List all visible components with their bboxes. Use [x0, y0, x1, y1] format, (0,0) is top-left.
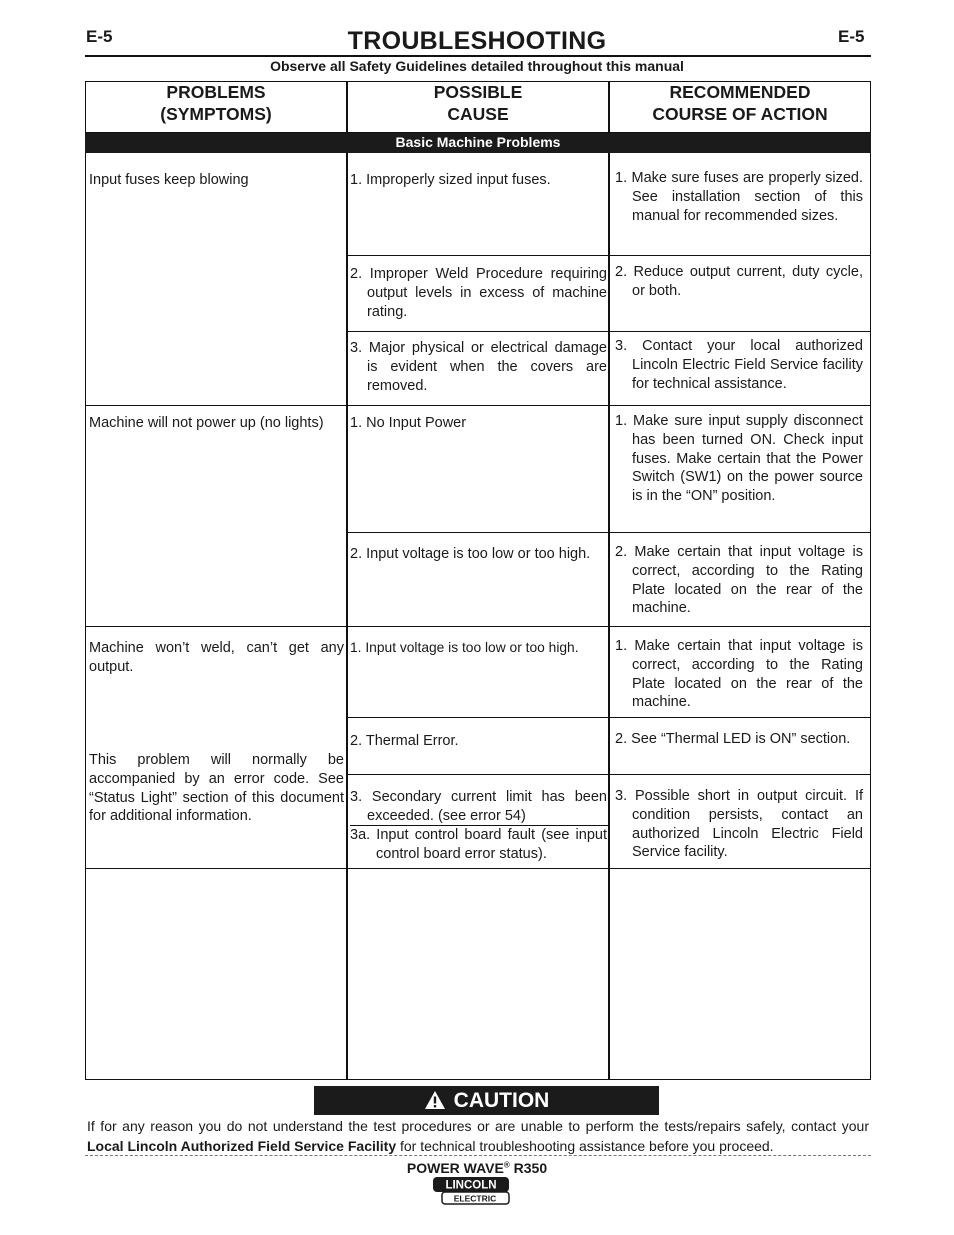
svg-text:ELECTRIC: ELECTRIC	[453, 1193, 497, 1204]
action-text: 1. Make sure fuses are properly sized. See installation section of this manual for recommended sizes.	[615, 170, 863, 224]
action-text: 1. Make certain that input voltage is correct, according to the Rating Plate located on the rear of the machine.	[615, 638, 863, 711]
caution-label: CAUTION	[453, 1089, 550, 1112]
header-cause: POSSIBLE CAUSE	[347, 81, 609, 133]
header-problems: PROBLEMS (SYMPTOMS)	[85, 81, 347, 133]
lincoln-electric-logo	[432, 1176, 514, 1206]
row-divider	[346, 331, 871, 332]
action-text: 3. Contact your local authorized Lincoln Electric Field Service facility for technical assistance.	[615, 338, 863, 392]
row-divider	[346, 774, 871, 775]
caution-banner	[314, 1086, 659, 1115]
cause-text: 2. Improper Weld Procedure requiring output levels in excess of machine rating.	[350, 266, 607, 320]
problem-text: Machine will not power up (no lights)	[89, 415, 324, 431]
row-divider	[346, 532, 871, 533]
page-code-right: E-5	[838, 27, 865, 46]
title-rule	[85, 55, 871, 57]
row-divider	[85, 868, 871, 869]
row-divider	[85, 626, 871, 627]
warning-triangle-icon	[424, 1090, 446, 1110]
cause-text: 1. Input voltage is too low or too high.	[350, 640, 579, 655]
section-bar: Basic Machine Problems	[85, 133, 871, 153]
cause-text: 2. Input voltage is too low or too high.	[350, 546, 591, 562]
row-divider	[346, 717, 871, 718]
row-divider	[85, 405, 871, 406]
problem-text: Machine won’t weld, can’t get any output.	[89, 640, 344, 675]
action-text: 2. Make certain that input voltage is correct, according to the Rating Plate located on the rear of the machine.	[615, 544, 863, 617]
problem-text: Input fuses keep blowing	[89, 172, 249, 188]
action-text: 3. Possible short in output circuit. If condition persists, contact an authorized Lincoln Electric Field Service facility.	[615, 788, 863, 861]
cause-text: 3. Major physical or electrical damage is evident when the covers are removed.	[350, 340, 607, 394]
header-action: RECOMMENDED COURSE OF ACTION	[609, 81, 871, 133]
cause-text: 1. No Input Power	[350, 415, 467, 431]
problem-note: This problem will normally be accompanied by an error code. See “Status Light” section of this document for additional information.	[89, 752, 344, 825]
cause-text: 3. Secondary current limit has been exceeded. (see error 54)	[350, 789, 607, 824]
cause-text: 3a. Input control board fault (see input control board error status).	[350, 827, 607, 862]
svg-text:LINCOLN: LINCOLN	[445, 1179, 497, 1192]
action-text: 1. Make sure input supply disconnect has been turned ON. Check input fuses. Make certain that the Power Switch (SW1) on the power source is in the “ON” position.	[615, 413, 863, 505]
cause-text: 1. Improperly sized input fuses.	[350, 172, 551, 188]
caution-text: If for any reason you do not understand the test procedures or are unable to perform the tests/repairs safely, contact your Local Lincoln Authorized Field Service Facility for technical troubleshooting assistance before you proceed.	[87, 1118, 869, 1154]
cause-text: 2. Thermal Error.	[350, 733, 459, 749]
product-name: POWER WAVE® R350	[406, 1160, 548, 1176]
page-code-left: E-5	[86, 27, 113, 46]
page-title: TROUBLESHOOTING	[347, 27, 607, 55]
column-divider	[608, 153, 610, 1080]
footer-rule	[85, 1155, 871, 1156]
safety-note: Observe all Safety Guidelines detailed throughout this manual	[270, 58, 684, 74]
column-divider	[346, 153, 348, 1080]
row-divider	[346, 255, 871, 256]
action-text: 2. Reduce output current, duty cycle, or both.	[615, 264, 863, 299]
action-text: 2. See “Thermal LED is ON” section.	[615, 731, 851, 747]
